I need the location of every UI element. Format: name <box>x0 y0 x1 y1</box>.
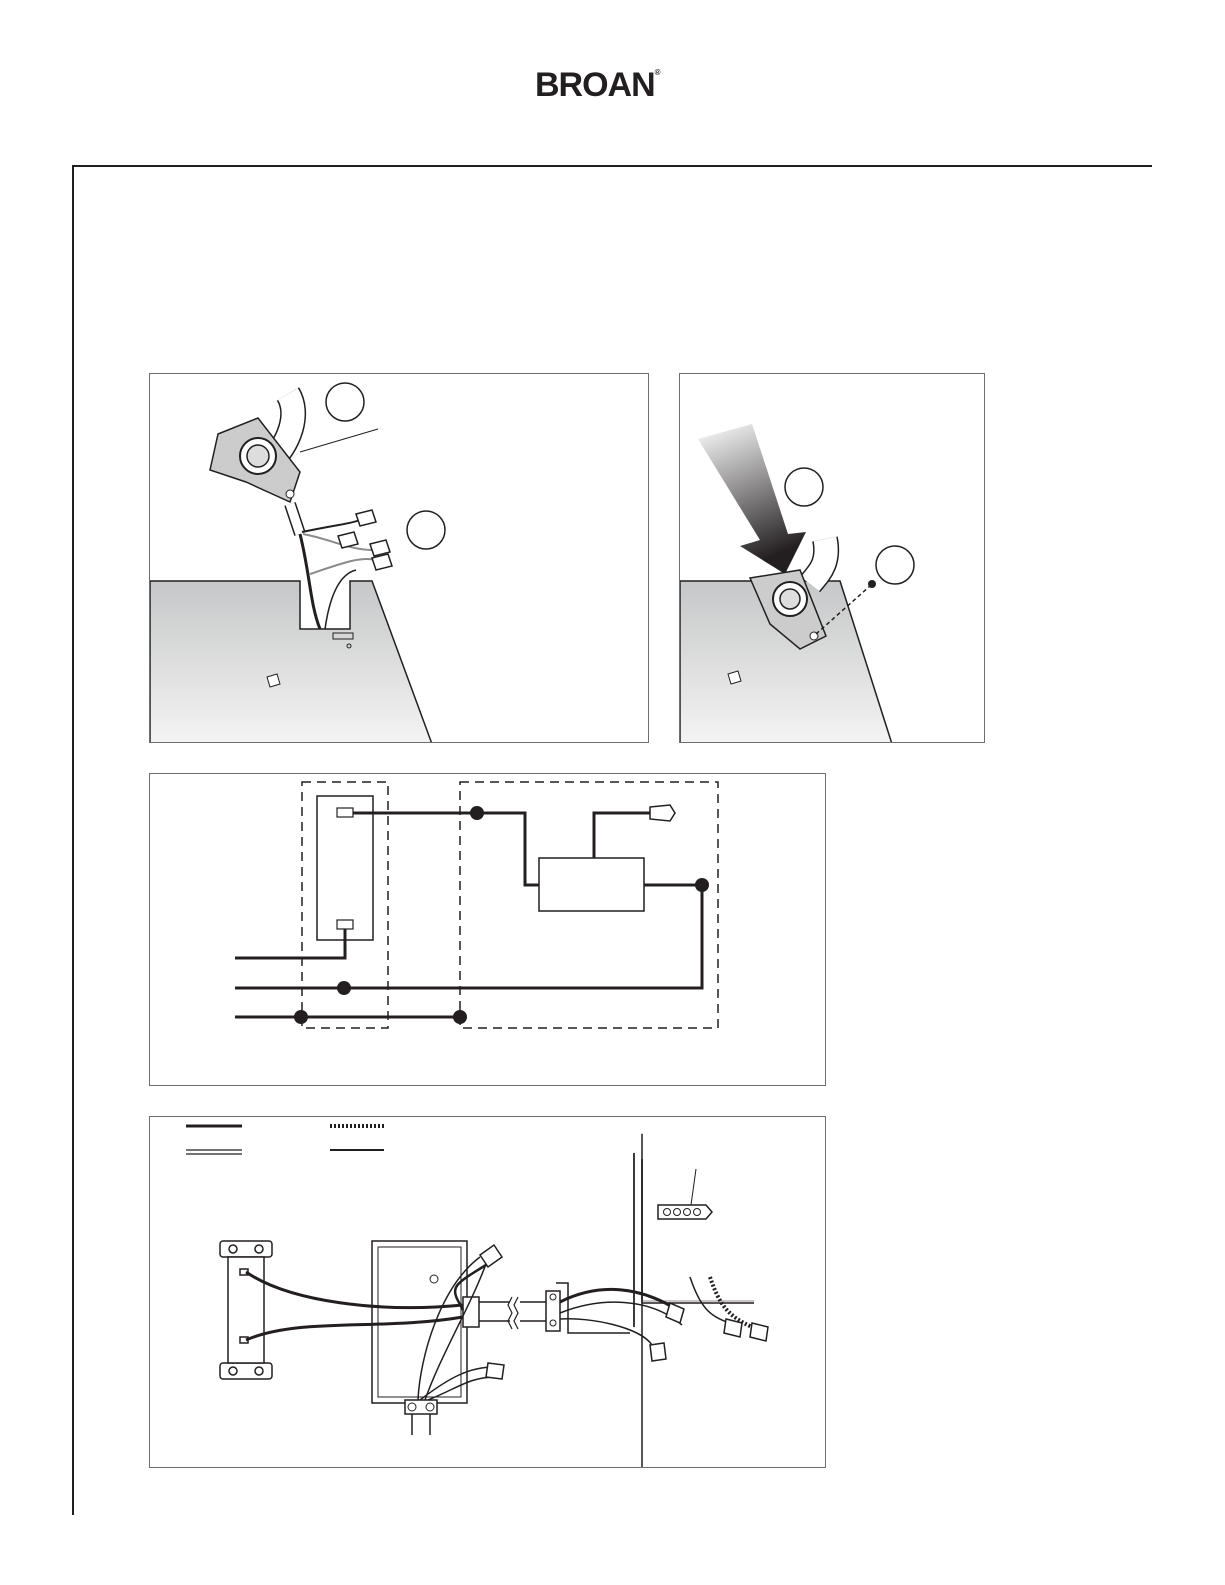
wire-legend <box>186 1126 384 1154</box>
figure-connector-install <box>679 373 985 743</box>
wire-nut <box>338 532 358 548</box>
fan-motor-block <box>539 858 644 911</box>
wire-nut <box>724 1319 742 1337</box>
screw <box>868 580 876 588</box>
wire-nut <box>750 1323 768 1341</box>
page-left-rule <box>72 165 74 1515</box>
trademark: ® <box>654 68 660 77</box>
step-callout-circle <box>326 383 364 421</box>
page-top-rule <box>72 165 1152 167</box>
step-callout-circle <box>407 511 445 549</box>
wiring-pictorial-diagram <box>150 1117 826 1468</box>
wire-nut <box>650 1343 666 1361</box>
wire-nut <box>666 1303 684 1323</box>
fan-housing <box>150 581 432 743</box>
figure-wiring-pictorial <box>149 1116 826 1468</box>
figure-wire-connection <box>149 373 649 743</box>
brand-name: BROAN <box>535 66 655 104</box>
step-callout-circle <box>785 468 823 506</box>
broan-logo <box>535 66 660 105</box>
figure-wiring-schematic <box>149 773 826 1086</box>
wiring-schematic-diagram <box>150 774 826 1086</box>
wall-switch <box>220 1241 272 1379</box>
wire-nut <box>480 1245 502 1267</box>
connector-install-illustration <box>680 374 985 743</box>
wire-nut <box>356 510 376 526</box>
wire-nut <box>650 805 675 821</box>
step-callout-circle <box>876 546 914 584</box>
wire-connection-illustration <box>150 374 649 743</box>
wire-nut <box>486 1363 504 1379</box>
